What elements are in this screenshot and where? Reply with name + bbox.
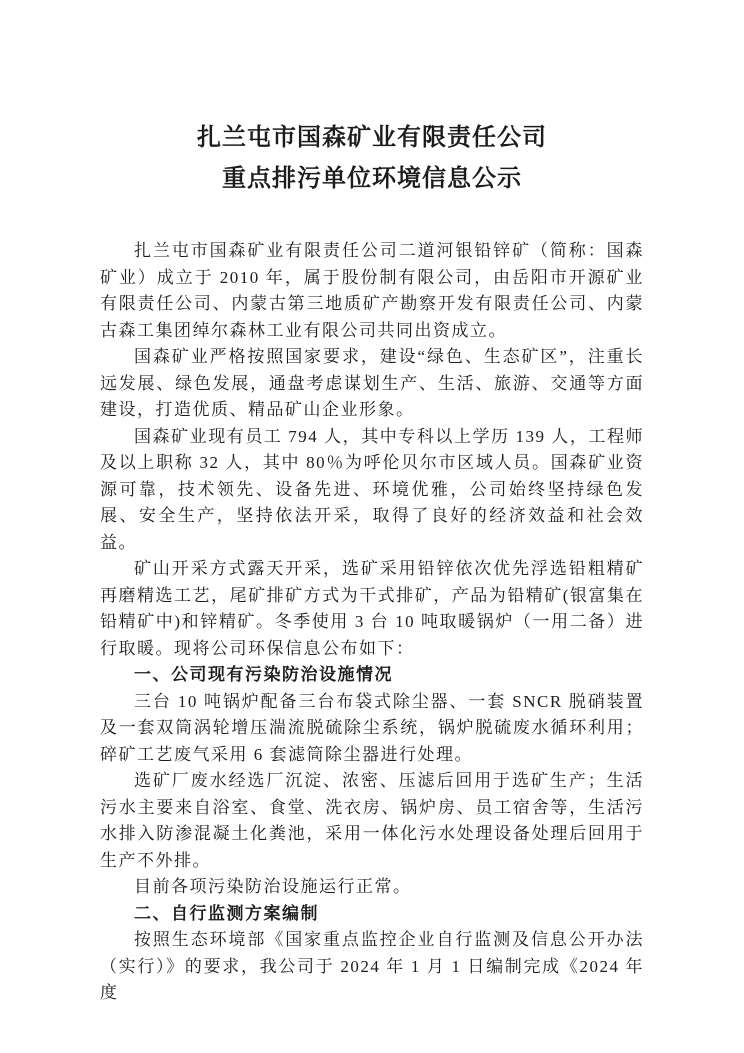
document-title-line1: 扎兰屯市国森矿业有限责任公司 — [197, 125, 547, 151]
paragraph-facilities-status: 目前各项污染防治设施运行正常。 — [134, 877, 412, 896]
heading-section-2-self-monitoring: 二、自行监测方案编制 — [134, 903, 319, 923]
paragraph-wastewater-reuse: 选矿厂废水经选厂沉淀、浓密、压滤后回用于选矿生产；生活污水主要来自浴室、食堂、洗衣房、锅炉房、员工宿舍等，生活污水排入防渗混凝土化粪池，采用一体化污水处理设备处理后回用于生产不外排。 — [100, 771, 644, 870]
document-title-line2: 重点排污单位环境信息公示 — [222, 166, 522, 192]
paragraph-mining-process: 矿山开采方式露天开采，选矿采用铅锌依次优先浮选铅粗精矿再磨精选工艺，尾矿排矿方式为干式排矿，产品为铅精矿(银富集在铅精矿中)和锌精矿。冬季使用 3 台 10 吨取暖锅炉（一用二备）进行取暖。现将公司环保信息公布如下： — [100, 559, 644, 658]
document-title — [100, 118, 644, 200]
paragraph-company-intro: 扎兰屯市国森矿业有限责任公司二道河银铅锌矿（简称：国森矿业）成立于 2010 年，属于股份制有限公司，由岳阳市开源矿业有限责任公司、内蒙古第三地质矿产勘察开发有限责任公司、内蒙古森工集团绰尔森林工业有限公司共同出资成立。 — [100, 241, 644, 340]
document-body — [100, 238, 644, 1007]
paragraph-monitoring-plan: 按照生态环境部《国家重点监控企业自行监测及信息公开办法（实行）》的要求，我公司于 2024 年 1 月 1 日编制完成《2024 年度 — [100, 930, 644, 1002]
paragraph-green-mine: 国森矿业严格按照国家要求，建设“绿色、生态矿区”，注重长远发展、绿色发展，通盘考虑谋划生产、生活、旅游、交通等方面建设，打造优质、精品矿山企业形象。 — [100, 347, 644, 419]
paragraph-staff-resources: 国森矿业现有员工 794 人，其中专科以上学历 139 人，工程师及以上职称 32 人，其中 80％为呼伦贝尔市区域人员。国森矿业资源可靠，技术领先、设备先进、环境优雅，公司始终坚持绿色发展、安全生产，坚持依法开采，取得了良好的经济效益和社会效益。 — [100, 426, 644, 552]
heading-section-1-pollution-control: 一、公司现有污染防治设施情况 — [134, 665, 393, 684]
paragraph-boiler-dedusting: 三台 10 吨锅炉配备三台布袋式除尘器、一套 SNCR 脱硝装置及一套双筒涡轮增压湍流脱硫除尘系统，锅炉脱硫废水循环利用；碎矿工艺废气采用 6 套滤筒除尘器进行处理。 — [100, 691, 644, 764]
